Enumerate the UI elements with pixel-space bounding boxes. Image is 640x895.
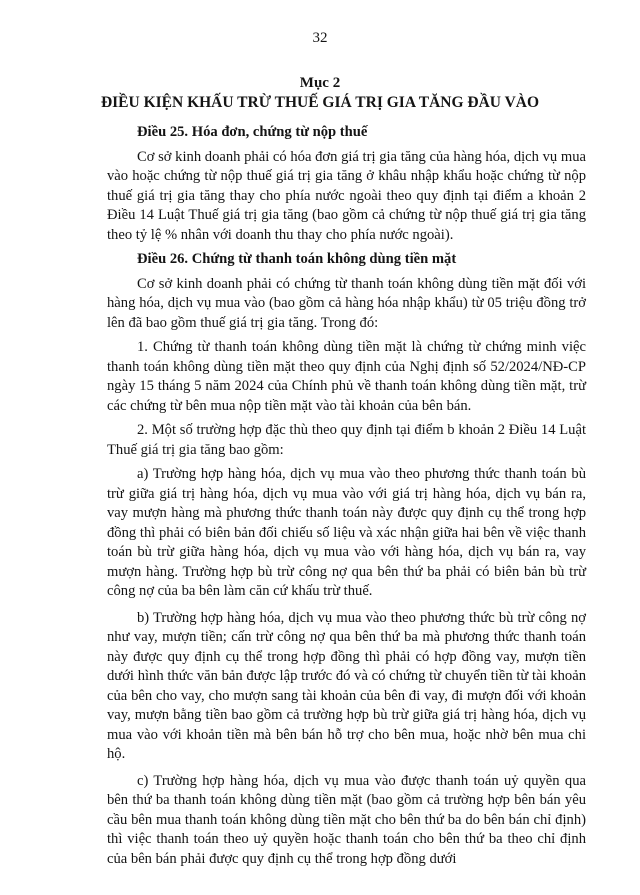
article-25-body: Cơ sở kinh doanh phải có hóa đơn giá trị gia tăng của hàng hóa, dịch vụ mua vào hoặc chứng từ nộp thuế giá trị gia tăng ở khâu nhập khẩu hoặc chứng từ nộp thuế giá trị gia tăng thay cho phía nước ngoài theo quy định tại điểm a khoản 2 Điều 14 Luật Thuế giá trị gia tăng (bao gồm cả chứng từ nộp thuế giá trị gia tăng theo tỷ lệ % nhân với doanh thu thay cho phía nước ngoài). xyxy=(107,148,586,243)
page-number: 32 xyxy=(312,30,328,46)
article-26-point-a: a) Trường hợp hàng hóa, dịch vụ mua vào theo phương thức thanh toán bù trừ giữa giá trị hàng hóa, dịch vụ mua vào với giá trị hàng hóa, dịch vụ bán ra, vay mượn hàng mà phương thức thanh toán này được quy định cụ thể trong hợp đồng thì phải có biên bản đối chiếu số liệu và xác nhận giữa hai bên về việc thanh toán bù trừ giữa hàng hóa, dịch vụ mua vào với hàng hóa, dịch vụ bán ra, vay mượn hàng. Trường hợp bù trừ công nợ qua bên thứ ba phải có biên bản bù trừ công nợ của ba bên làm căn cứ khấu trừ thuế. xyxy=(107,466,586,599)
article-26-point-b: b) Trường hợp hàng hóa, dịch vụ mua vào theo phương thức bù trừ công nợ như vay, mượn tiền; cấn trừ công nợ qua bên thứ ba mà phương thức thanh toán này được quy định cụ thể trong hợp đồng thì phải có hợp đồng vay, mượn tiền dưới hình thức văn bản được lập trước đó và có chứng từ chuyển tiền từ tài khoản của bên cho vay, cho mượn sang tài khoản của bên đi vay, đi mượn đối với khoản vay, mượn bằng tiền bao gồm cả trường hợp bù trừ giữa giá trị hàng hóa, dịch vụ mua vào với khoản tiền mà bên bán hỗ trợ cho bên mua, hoặc nhờ bên mua chi hộ. xyxy=(107,609,586,762)
article-26-point-c: c) Trường hợp hàng hóa, dịch vụ mua vào được thanh toán uỷ quyền qua bên thứ ba thanh toán không dùng tiền mặt (bao gồm cả trường hợp bên bán yêu cầu bên mua thanh toán không dùng tiền mặt cho bên thứ ba do bên bán chỉ định) thì việc thanh toán theo uỷ quyền hoặc thanh toán cho bên thứ ba theo chỉ định của bên bán phải được quy định cụ thể trong hợp đồng dưới xyxy=(107,772,586,867)
section-title: Mục 2 xyxy=(299,75,341,91)
article-26-intro: Cơ sở kinh doanh phải có chứng từ thanh toán không dùng tiền mặt đối với hàng hóa, dịch vụ mua vào (bao gồm cả hàng hóa nhập khẩu) từ 05 triệu đồng trở lên đã bao gồm thuế giá trị gia tăng. Trong đó: xyxy=(107,275,586,331)
document-body xyxy=(107,123,586,876)
article-25-heading: Điều 25. Hóa đơn, chứng từ nộp thuế xyxy=(137,124,368,140)
section-subtitle: ĐIỀU KIỆN KHẤU TRỪ THUẾ GIÁ TRỊ GIA TĂNG ĐẦU VÀO xyxy=(100,94,540,111)
article-26-clause-2: 2. Một số trường hợp đặc thù theo quy định tại điểm b khoản 2 Điều 14 Luật Thuế giá trị gia tăng bao gồm: xyxy=(107,422,586,458)
article-26-heading: Điều 26. Chứng từ thanh toán không dùng tiền mặt xyxy=(137,251,457,267)
article-26-clause-1: 1. Chứng từ thanh toán không dùng tiền mặt là chứng từ chứng minh việc thanh toán không dùng tiền mặt theo quy định của Nghị định số 52/2024/NĐ-CP ngày 15 tháng 5 năm 2024 của Chính phủ về thanh toán không dùng tiền mặt, trừ các chứng từ bên mua nộp tiền mặt vào tài khoản của bên bán. xyxy=(107,339,586,414)
